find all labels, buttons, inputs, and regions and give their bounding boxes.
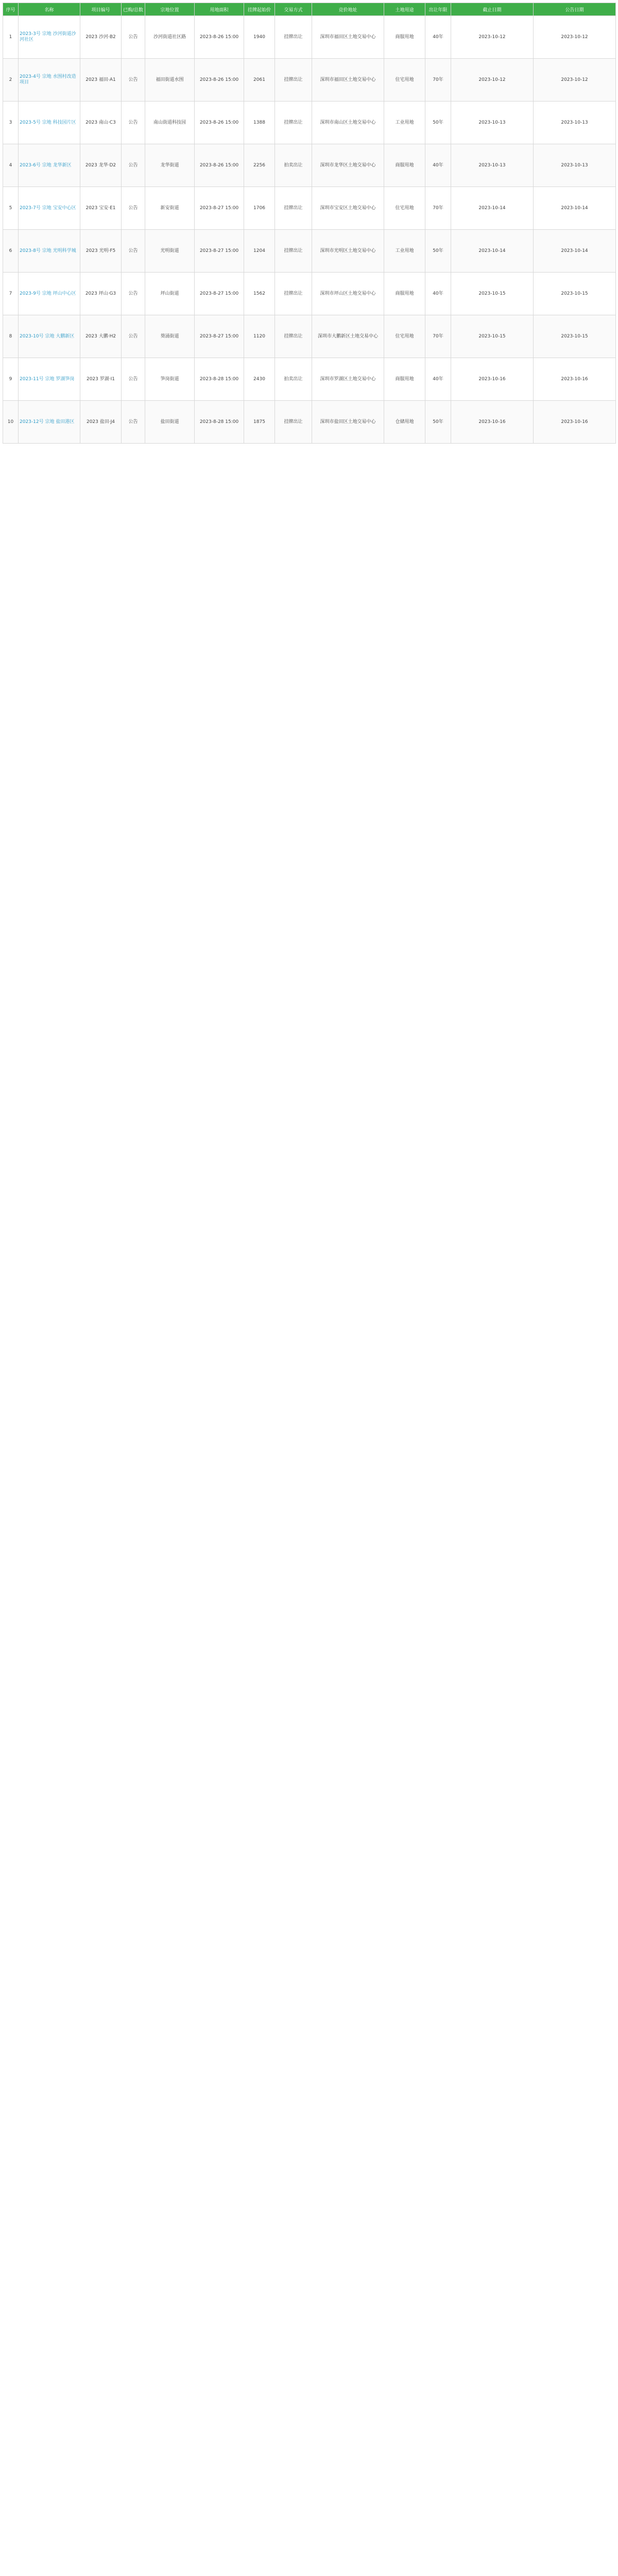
land-name-link[interactable]: 2023-3号 宗地 沙河街道沙河社区 [19,16,80,59]
land-name-link[interactable]: 2023-9号 宗地 坪山中心区 [19,273,80,315]
table-cell: 8 [3,315,19,358]
table-cell: 2023-10-14 [451,230,534,273]
table-cell: 2061 [244,59,275,101]
land-listing-table [3,3,616,444]
table-cell: 葵涌街道 [145,315,195,358]
column-header: 土地用途 [384,3,425,16]
table-cell: 2023 宝安·E1 [80,187,122,230]
column-header: 序号 [3,3,19,16]
table-cell: 2023-10-15 [451,315,534,358]
table-cell: 1204 [244,230,275,273]
table-cell: 公告 [122,101,145,144]
table-row [3,358,616,401]
table-cell: 深圳市龙华区土地交易中心 [312,144,384,187]
table-cell: 公告 [122,401,145,444]
table-cell: 公告 [122,358,145,401]
column-header: 出让年限 [425,3,451,16]
table-cell: 2023-8-28 15:00 [195,358,244,401]
table-cell: 公告 [122,16,145,59]
column-header: 公告日期 [534,3,616,16]
land-name-link[interactable]: 2023-10号 宗地 大鹏新区 [19,315,80,358]
table-cell: 挂牌出让 [275,315,312,358]
table-cell: 住宅用地 [384,315,425,358]
table-cell: 南山街道科技园 [145,101,195,144]
table-cell: 2023-10-14 [534,230,616,273]
table-cell: 商服用地 [384,273,425,315]
table-cell: 挂牌出让 [275,16,312,59]
table-cell: 2023-10-13 [534,144,616,187]
table-cell: 1562 [244,273,275,315]
table-cell: 2023-8-26 15:00 [195,59,244,101]
table-cell: 70年 [425,315,451,358]
table-cell: 住宅用地 [384,187,425,230]
table-cell: 商服用地 [384,16,425,59]
table-cell: 光明街道 [145,230,195,273]
table-cell: 公告 [122,273,145,315]
column-header: 已购/总数 [122,3,145,16]
column-header: 交易方式 [275,3,312,16]
table-cell: 2023-10-12 [534,16,616,59]
table-cell: 2023 坪山·G3 [80,273,122,315]
table-cell: 2023-10-15 [534,273,616,315]
table-cell: 2023 福田·A1 [80,59,122,101]
land-name-link[interactable]: 2023-7号 宗地 宝安中心区 [19,187,80,230]
land-name-link[interactable]: 2023-4号 宗地 水围村改造项目 [19,59,80,101]
table-cell: 1875 [244,401,275,444]
table-cell: 2023 光明·F5 [80,230,122,273]
table-cell: 2256 [244,144,275,187]
table-cell: 5 [3,187,19,230]
table-cell: 深圳市宝安区土地交易中心 [312,187,384,230]
table-cell: 2023-10-13 [451,101,534,144]
table-cell: 挂牌出让 [275,59,312,101]
table-cell: 40年 [425,16,451,59]
table-cell: 1120 [244,315,275,358]
table-cell: 商服用地 [384,358,425,401]
table-cell: 7 [3,273,19,315]
table-cell: 2430 [244,358,275,401]
header-row [3,3,616,16]
land-name-link[interactable]: 2023-6号 宗地 龙华新区 [19,144,80,187]
table-row [3,315,616,358]
table-cell: 拍卖出让 [275,144,312,187]
table-cell: 工业用地 [384,101,425,144]
table-cell: 挂牌出让 [275,101,312,144]
table-body [3,16,616,444]
table-cell: 50年 [425,230,451,273]
table-cell: 2023 沙河·B2 [80,16,122,59]
table-cell: 2023-10-16 [451,401,534,444]
land-name-link[interactable]: 2023-11号 宗地 罗湖笋岗 [19,358,80,401]
table-cell: 2023-10-12 [451,59,534,101]
table-cell: 10 [3,401,19,444]
table-cell: 龙华街道 [145,144,195,187]
table-row [3,273,616,315]
table-cell: 拍卖出让 [275,358,312,401]
table-cell: 2023-10-14 [534,187,616,230]
table-cell: 2023 龙华·D2 [80,144,122,187]
table-cell: 6 [3,230,19,273]
table-cell: 50年 [425,101,451,144]
table-cell: 2023-8-26 15:00 [195,101,244,144]
table-cell: 2023-10-12 [451,16,534,59]
table-cell: 2023-8-28 15:00 [195,401,244,444]
table-cell: 公告 [122,315,145,358]
table-cell: 1 [3,16,19,59]
table-cell: 2023 南山·C3 [80,101,122,144]
table-cell: 2023 罗湖·I1 [80,358,122,401]
table-cell: 挂牌出让 [275,273,312,315]
table-cell: 2023-10-14 [451,187,534,230]
table-cell: 2023-8-27 15:00 [195,187,244,230]
table-cell: 新安街道 [145,187,195,230]
table-cell: 深圳市光明区土地交易中心 [312,230,384,273]
table-cell: 2023-10-16 [534,401,616,444]
table-cell: 3 [3,101,19,144]
column-header: 竞价地址 [312,3,384,16]
table-cell: 公告 [122,187,145,230]
table-cell: 公告 [122,59,145,101]
table-row [3,401,616,444]
table-row [3,187,616,230]
table-cell: 50年 [425,401,451,444]
land-name-link[interactable]: 2023-8号 宗地 光明科学城 [19,230,80,273]
table-cell: 仓储用地 [384,401,425,444]
table-cell: 盐田街道 [145,401,195,444]
table-cell: 商服用地 [384,144,425,187]
table-cell: 40年 [425,273,451,315]
table-cell: 1706 [244,187,275,230]
table-row [3,59,616,101]
table-cell: 公告 [122,144,145,187]
column-header: 名称 [19,3,80,16]
column-header: 用地面积 [195,3,244,16]
column-header: 截止日期 [451,3,534,16]
table-cell: 住宅用地 [384,59,425,101]
table-cell: 2023-8-27 15:00 [195,273,244,315]
land-name-link[interactable]: 2023-12号 宗地 盐田港区 [19,401,80,444]
table-cell: 坪山街道 [145,273,195,315]
table-cell: 笋岗街道 [145,358,195,401]
table-cell: 深圳市福田区土地交易中心 [312,16,384,59]
table-cell: 2023-10-16 [451,358,534,401]
table-row [3,144,616,187]
land-name-link[interactable]: 2023-5号 宗地 科技园片区 [19,101,80,144]
table-cell: 2023-8-27 15:00 [195,315,244,358]
table-cell: 挂牌出让 [275,230,312,273]
table-cell: 40年 [425,358,451,401]
table-cell: 2023-10-15 [534,315,616,358]
table-cell: 2023-10-16 [534,358,616,401]
table-cell: 2023 大鹏·H2 [80,315,122,358]
table-cell: 深圳市大鹏新区土地交易中心 [312,315,384,358]
table-cell: 9 [3,358,19,401]
table-cell: 2023-8-26 15:00 [195,144,244,187]
column-header: 项目编号 [80,3,122,16]
table-cell: 1940 [244,16,275,59]
table-cell: 工业用地 [384,230,425,273]
table-row [3,230,616,273]
table-cell: 深圳市南山区土地交易中心 [312,101,384,144]
column-header: 宗地位置 [145,3,195,16]
table-cell: 2023-10-12 [534,59,616,101]
table-cell: 挂牌出让 [275,187,312,230]
table-cell: 1388 [244,101,275,144]
table-cell: 2023-8-27 15:00 [195,230,244,273]
table-cell: 公告 [122,230,145,273]
table-cell: 4 [3,144,19,187]
table-cell: 沙河街道社区路 [145,16,195,59]
table-cell: 70年 [425,187,451,230]
table-cell: 2023-10-13 [451,144,534,187]
table-cell: 2023-10-15 [451,273,534,315]
table-cell: 深圳市盐田区土地交易中心 [312,401,384,444]
column-header: 挂牌起始价 [244,3,275,16]
table-cell: 挂牌出让 [275,401,312,444]
table-cell: 70年 [425,59,451,101]
page-container [3,3,615,444]
table-cell: 深圳市坪山区土地交易中心 [312,273,384,315]
table-cell: 40年 [425,144,451,187]
table-cell: 深圳市福田区土地交易中心 [312,59,384,101]
table-cell: 福田街道水围 [145,59,195,101]
table-cell: 2023-10-13 [534,101,616,144]
table-row [3,16,616,59]
table-row [3,101,616,144]
table-cell: 深圳市罗湖区土地交易中心 [312,358,384,401]
table-cell: 2023 盐田·J4 [80,401,122,444]
table-cell: 2023-8-26 15:00 [195,16,244,59]
table-cell: 2 [3,59,19,101]
